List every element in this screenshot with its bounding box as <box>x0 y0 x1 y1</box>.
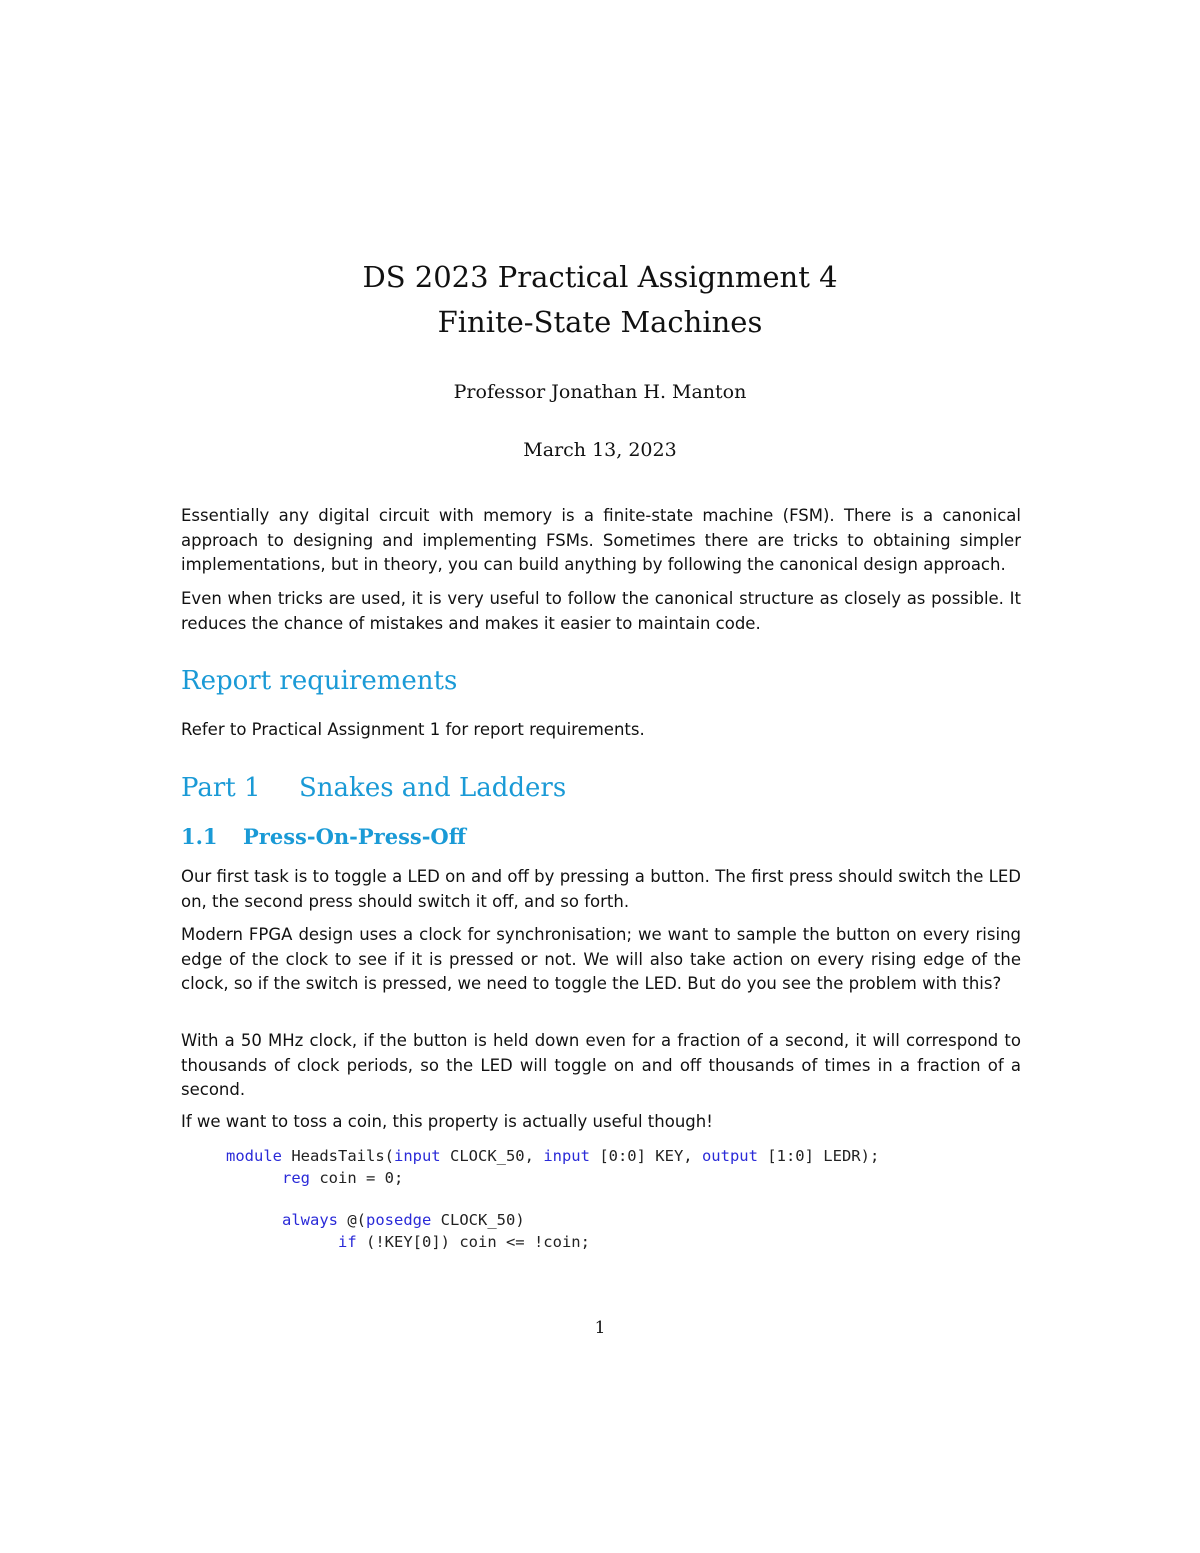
code-line-2 <box>282 1167 403 1189</box>
code-text: [0:0] KEY, <box>589 1147 702 1165</box>
code-line-4 <box>338 1231 590 1253</box>
report-paragraph: Refer to Practical Assignment 1 for report requirements. <box>181 720 645 739</box>
code-text: [1:0] LEDR); <box>757 1147 880 1165</box>
section-heading-part1 <box>181 773 566 803</box>
doc-author: Professor Jonathan H. Manton <box>453 381 747 403</box>
section-title: Snakes and Ladders <box>299 773 567 803</box>
doc-title-line2: Finite-State Machines <box>437 305 763 339</box>
part1-paragraph-2: Modern FPGA design uses a clock for synchronisation; we want to sample the button on every rising edge of the clock to see if it is pressed or not. We will also take action on every rising edge of the clock, so if the switch is pressed, we need to toggle the LED. But do you see the problem with this? <box>181 925 1021 993</box>
intro-paragraph-2: Even when tricks are used, it is very useful to follow the canonical structure as closely as possible. It reduces the chance of mistakes and makes it easier to maintain code. <box>181 589 1021 633</box>
doc-date: March 13, 2023 <box>523 439 677 461</box>
code-text: CLOCK_50, <box>440 1147 544 1165</box>
code-keyword: input <box>393 1147 441 1165</box>
intro-paragraph-1: Essentially any digital circuit with memory is a finite-state machine (FSM). There is a canonical approach to designing and implementing FSMs. Sometimes there are tricks to obtaining simpler implementations, but in theory, you can build anything by following the canonical design approach. <box>181 506 1021 574</box>
code-keyword: output <box>701 1147 758 1165</box>
code-keyword: input <box>543 1147 590 1165</box>
subsection-title: Press-On-Press-Off <box>243 824 466 849</box>
part1-paragraph-3: With a 50 MHz clock, if the button is held down even for a fraction of a second, it will correspond to thousands of clock periods, so the LED will toggle on and off thousands of times in a fraction of a second. <box>181 1031 1021 1099</box>
doc-title-line1: DS 2023 Practical Assignment 4 <box>362 260 838 294</box>
code-keyword: reg <box>282 1169 310 1187</box>
code-keyword: posedge <box>366 1211 432 1229</box>
code-keyword: always <box>282 1211 338 1229</box>
code-line-3 <box>282 1209 525 1231</box>
code-text: (!KEY[0]) coin <= !coin; <box>356 1233 590 1251</box>
section-number: Part 1 <box>181 773 261 803</box>
code-text: HeadsTails( <box>282 1147 394 1165</box>
subsection-heading-1-1 <box>181 824 466 849</box>
code-keyword: module <box>226 1147 282 1165</box>
code-text: coin = 0; <box>310 1169 404 1187</box>
section-heading-report: Report requirements <box>181 666 458 696</box>
subsection-number: 1.1 <box>181 824 218 849</box>
code-line-1 <box>226 1145 879 1167</box>
page-number: 1 <box>594 1318 606 1338</box>
code-text: @( <box>338 1211 366 1229</box>
code-keyword: if <box>338 1233 357 1251</box>
code-text: CLOCK_50) <box>431 1211 525 1229</box>
part1-paragraph-1: Our first task is to toggle a LED on and off by pressing a button. The first press should switch the LED on, the second press should switch it off, and so forth. <box>181 867 1021 911</box>
part1-paragraph-4: If we want to toss a coin, this property is actually useful though! <box>181 1112 713 1131</box>
